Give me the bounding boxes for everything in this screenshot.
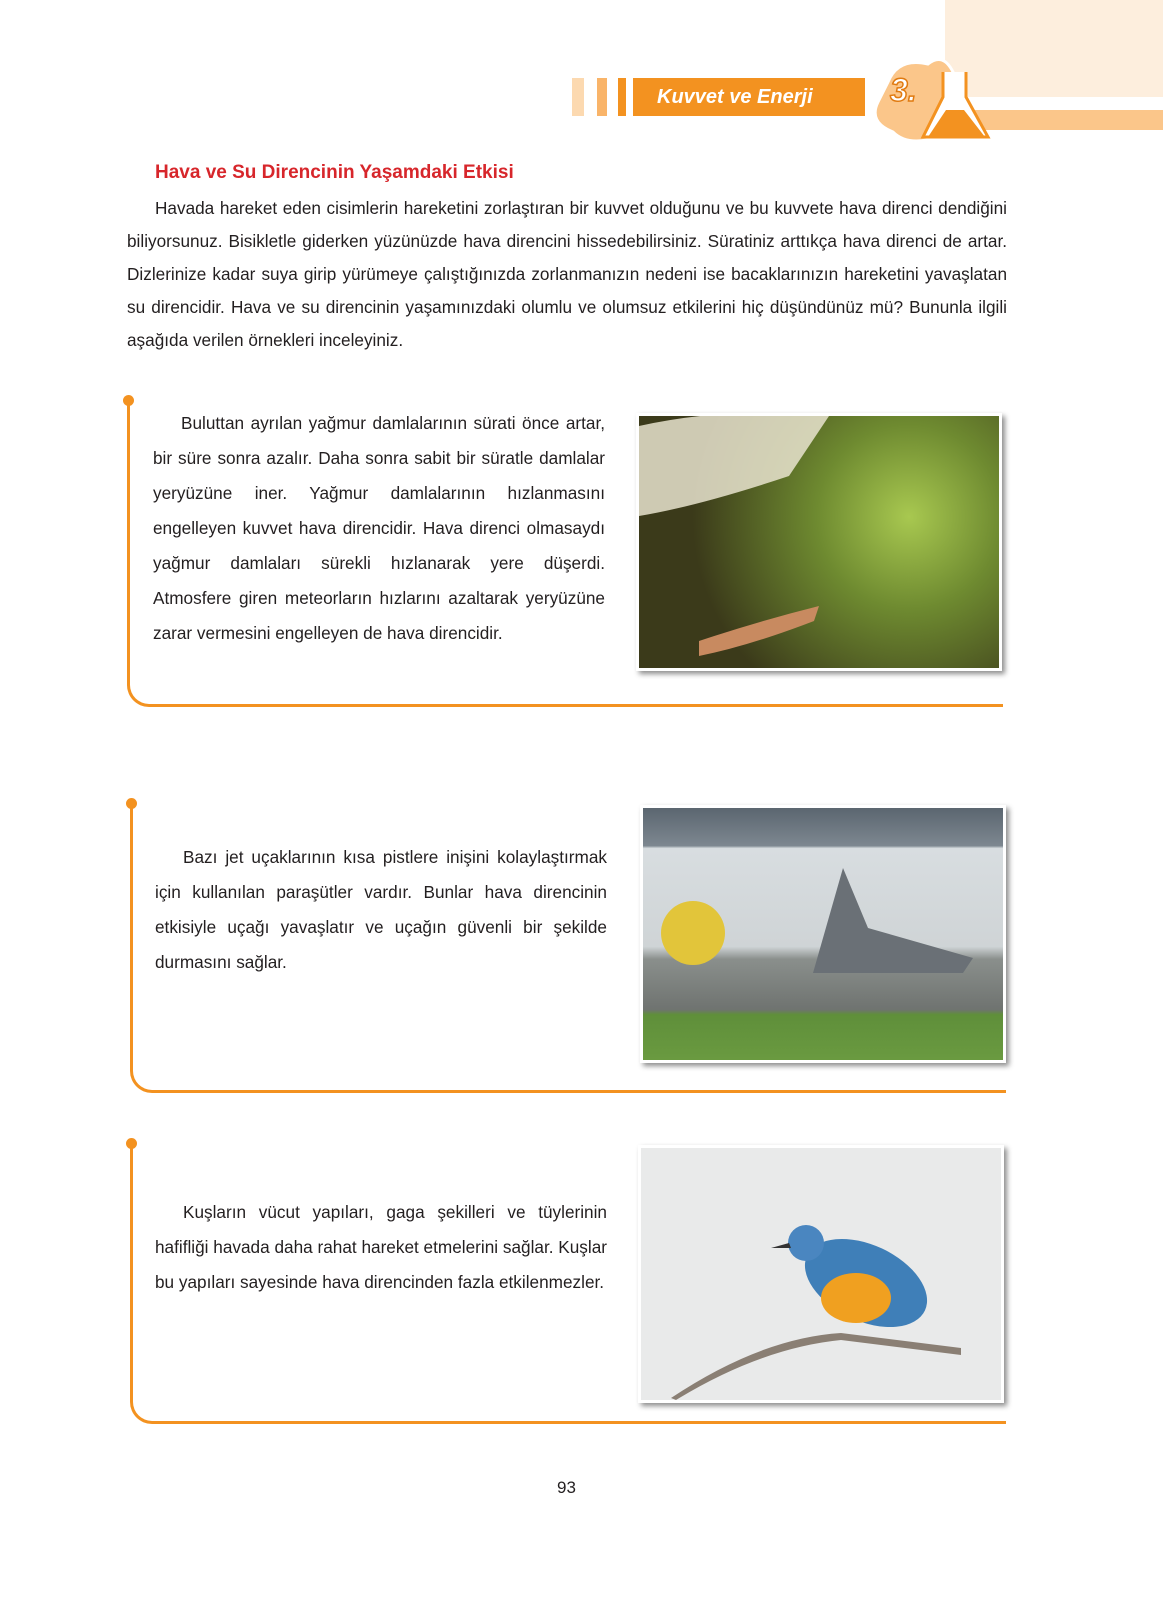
bullet-dot bbox=[123, 395, 134, 406]
flask-icon bbox=[868, 52, 998, 147]
rain-hand-photo bbox=[636, 413, 1002, 671]
page-number: 93 bbox=[557, 1478, 576, 1497]
section-title: Hava ve Su Direncinin Yaşamdaki Etkisi bbox=[155, 162, 514, 183]
example-text-jet: Bazı jet uçaklarının kısa pistlere inişini kolaylaştırmak için kullanılan paraşütler vardır. Bunlar hava direncinin etkisiyle uçağı yavaşlatır ve uçağın güvenli bir şekilde durmasını sağlar. bbox=[155, 847, 607, 972]
jet-parachute-photo bbox=[640, 805, 1006, 1063]
header-stripe bbox=[597, 78, 607, 116]
header-stripe bbox=[618, 78, 626, 116]
bullet-dot bbox=[126, 798, 137, 809]
example-text-rain: Buluttan ayrılan yağmur damlalarının sürati önce artar, bir süre sonra azalır. Daha sonra sabit bir süratle damlalar yeryüzüne iner. Yağmur damlalarının hızlanmasını engelleyen kuvvet hava direncidir. Hava direnci olmasaydı yağmur damlaları sürekli hızlanarak yere düşerdi. Atmosfere giren meteorların hızlarını azaltarak yeryüzüne zarar vermesini engelleyen de hava direncidir. bbox=[153, 413, 605, 643]
header-stripe bbox=[572, 78, 584, 116]
chapter-title: Kuvvet ve Enerji bbox=[633, 78, 865, 116]
example-text-bird: Kuşların vücut yapıları, gaga şekilleri ve tüylerinin hafifliği havada daha rahat hareket etmelerini sağlar. Kuşlar bu yapıları sayesinde hava direncinden fazla etkilenmezler. bbox=[155, 1202, 607, 1292]
bird-photo bbox=[638, 1145, 1004, 1403]
bullet-dot bbox=[126, 1138, 137, 1149]
chapter-number: 3. bbox=[890, 72, 917, 108]
intro-paragraph: Havada hareket eden cisimlerin hareketini zorlaştıran bir kuvvet olduğunu ve bu kuvvete hava direnci dendiğini biliyorsunuz. Bisikletle giderken yüzünüzde hava direncini hissedebilirsiniz. Süratiniz arttıkça hava direnci de artar. Dizlerinize kadar suya girip yürümeye çalıştığınızda zorlanmanızın nedeni ise bacaklarınızın hareketini yavaşlatan su direncidir. Hava ve su direncinin yaşamınızdaki olumlu ve olumsuz etkilerini hiç düşündünüz mü? Bununla ilgili aşağıda verilen örnekleri inceleyiniz. bbox=[127, 198, 1007, 350]
